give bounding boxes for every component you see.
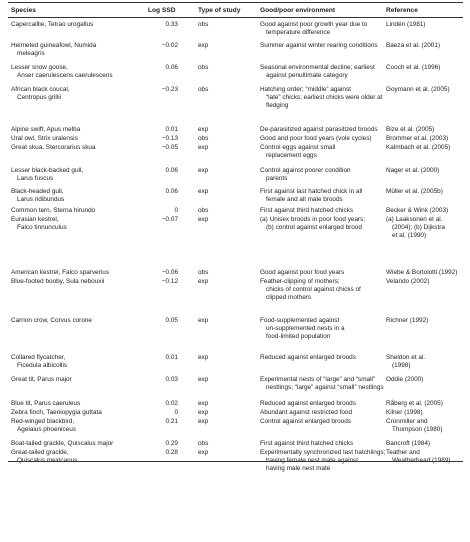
species-name: Eurasian kestrel, [11, 216, 59, 223]
reference-text: Kilner (1998) [386, 409, 423, 416]
log-ssd-value: 0.06 [165, 167, 178, 174]
environment-text: De-parasitized against parasitized broods [260, 126, 378, 133]
reference-text: Teather and [386, 449, 420, 456]
log-ssd-value: −0.13 [161, 135, 178, 142]
species-name: meleagris [17, 50, 45, 57]
study-type: exp [198, 167, 209, 174]
study-type: exp [198, 317, 209, 324]
study-type: exp [198, 409, 209, 416]
environment-text: Good against poor growth year due to [260, 21, 368, 28]
species-name: Ficedula albicollis [17, 362, 68, 369]
log-ssd-value: −0.05 [161, 144, 178, 151]
study-type: obs [198, 207, 209, 214]
species-name: Agelaius phoeniceus [17, 426, 76, 433]
reference-text: Wiebe & Bortolotti (1992) [386, 269, 458, 276]
study-type: obs [198, 86, 209, 93]
reference-text: Becker & Wink (2003) [386, 207, 449, 214]
species-name: Capercaillie, Tetrao urogallus [11, 21, 94, 28]
environment-text: Seasonal environmental decline; earliest [260, 64, 375, 71]
reference-text: (a) Laaksonen et al. [386, 216, 443, 223]
environment-text: Food-supplemented against [260, 317, 340, 324]
study-type: exp [198, 376, 209, 383]
header-species: Species [11, 7, 36, 14]
species-name: Red-winged blackbird, [11, 418, 75, 425]
study-type: obs [198, 21, 209, 28]
reference-text: Velando (2002) [386, 278, 430, 285]
log-ssd-value: 0.03 [165, 376, 178, 383]
log-ssd-value: −0.12 [161, 278, 178, 285]
species-name: Great tit, Parus major [11, 376, 72, 383]
reference-text: Bancroft (1984) [386, 440, 431, 447]
reference-text: Kalmbach et al. (2005) [386, 144, 451, 151]
species-name: Ural owl, Strix uralensis [11, 135, 78, 142]
species-name: Collared flycatcher, [11, 354, 66, 361]
environment-text: First against last hatched chick in all [260, 188, 363, 195]
header-environment: Good/poor environment [260, 7, 336, 14]
log-ssd-value: −0.07 [161, 216, 178, 223]
study-type: exp [198, 400, 209, 407]
reference-text: Baeza et al. (2001) [386, 42, 440, 49]
reference-text: Brommer et al. (2003) [386, 135, 449, 142]
log-ssd-value: 0.28 [165, 449, 178, 456]
log-ssd-value: 0.33 [165, 21, 178, 28]
reference-text: Oddie (2000) [386, 376, 424, 383]
species-name: African black coucal, [11, 86, 70, 93]
reference-text: Sheldon et al. [386, 354, 426, 361]
reference-text: Cronmiller and [386, 418, 428, 425]
environment-text: First against third hatched chicks [260, 440, 354, 447]
log-ssd-value: 0.06 [165, 64, 178, 71]
environment-text: Feather-clipping of mothers; [260, 278, 340, 285]
reference-text: et al. (1990) [392, 232, 427, 239]
environment-text: Experimentally synchronized last hatchlings; [260, 449, 386, 456]
reference-text: Goymann et al. (2005) [386, 86, 450, 93]
environment-text: food-limited population [266, 333, 331, 340]
species-name: Blue tit, Parus caeruleus [11, 400, 81, 407]
header-log-ssd: Log SSD [148, 7, 176, 14]
top-rule [8, 2, 463, 3]
environment-text: “late” chicks; earliest chicks were older at [266, 94, 383, 101]
reference-text: Richner (1992) [386, 317, 429, 324]
species-name: Great skua, Stercorarius skua [11, 144, 96, 151]
study-type: exp [198, 144, 209, 151]
environment-text: temperature difference [266, 29, 331, 36]
species-name: Carrion crow, Corvus corone [11, 317, 92, 324]
environment-text: Good and poor food years (vole cycles) [260, 135, 372, 142]
header-type-of-study: Type of study [198, 7, 241, 14]
environment-text: Control eggs against small [260, 144, 336, 151]
environment-text: clipped mothers [266, 294, 312, 301]
environment-text: Hatching order; “middle” against [260, 86, 351, 93]
environment-text: replacement eggs [266, 152, 317, 159]
reference-text: Nager et al. (2000) [386, 167, 440, 174]
environment-text: parents [266, 175, 288, 182]
log-ssd-value: −0.02 [161, 42, 178, 49]
header-rule [8, 17, 463, 18]
study-type: obs [198, 269, 209, 276]
environment-text: nestlings; “large” against “small” nestlings [266, 384, 384, 391]
log-ssd-value: 0.21 [165, 418, 178, 425]
header-reference: Reference [386, 7, 418, 14]
reference-text: (2004); (b) Dijkstra [392, 224, 445, 231]
log-ssd-value: 0.01 [165, 126, 178, 133]
environment-text: against penultimate category [266, 72, 348, 79]
bottom-rule [8, 461, 463, 462]
study-type: obs [198, 135, 209, 142]
log-ssd-value: 0.05 [165, 317, 178, 324]
species-name: Great-tailed grackle, [11, 449, 69, 456]
species-name: Falco tinnunculus [17, 224, 67, 231]
species-name: Centropus grillii [17, 94, 62, 101]
reference-text: Råberg et al. (2005) [386, 400, 443, 407]
study-type: exp [198, 278, 209, 285]
log-ssd-value: 0.01 [165, 354, 178, 361]
species-name: Helmeted guineafowl, Numida [11, 42, 97, 49]
species-name: Alpine swift, Apus melba [11, 126, 81, 133]
environment-text: Good against poor food years [260, 269, 345, 276]
environment-text: (b) control against enlarged brood [266, 224, 362, 231]
species-name: Blue-footed booby, Sula nebouxii [11, 278, 105, 285]
species-name: Black-headed gull, [11, 188, 64, 195]
reference-text: (1998) [392, 362, 411, 369]
environment-text: Reduced against enlarged broods [260, 354, 356, 361]
log-ssd-value: −0.06 [161, 269, 178, 276]
environment-text: Abundant against restricted food [260, 409, 353, 416]
study-type: exp [198, 354, 209, 361]
study-type: exp [198, 126, 209, 133]
log-ssd-value: 0.29 [165, 440, 178, 447]
reference-text: Thompson (1980) [392, 426, 443, 433]
log-ssd-value: 0 [174, 207, 178, 214]
species-name: Larus fuscus [17, 175, 54, 182]
reference-text: Lindén (1981) [386, 21, 426, 28]
environment-text: having male nest mate [266, 465, 331, 472]
species-name: Lesser black-backed gull, [11, 167, 84, 174]
study-type: exp [198, 418, 209, 425]
study-type: obs [198, 64, 209, 71]
environment-text: (a) Unisex broods in poor food years; [260, 216, 366, 223]
species-name: Anser caerulescens caerulescens [17, 72, 113, 79]
environment-text: female and all male broods [266, 196, 343, 203]
log-ssd-value: 0.06 [165, 188, 178, 195]
species-name: Boat-tailed grackle, Quiscalus major [11, 440, 114, 447]
environment-text: Summer against winter rearing conditions [260, 42, 378, 49]
species-name: American kestrel, Falco sparverius [11, 269, 110, 276]
study-type: exp [198, 216, 209, 223]
study-type: exp [198, 188, 209, 195]
environment-text: Control against enlarged broods [260, 418, 351, 425]
environment-text: Control against poorer condition [260, 167, 351, 174]
reference-text: Cooch et al. (1996) [386, 64, 441, 71]
environment-text: Reduced against enlarged broods [260, 400, 356, 407]
species-name: Zebra finch, Taeniopygia guttata [11, 409, 102, 416]
species-name: Common tern, Sterna hirundo [11, 207, 96, 214]
environment-text: Experimental nests of “large” and “small” [260, 376, 376, 383]
log-ssd-value: 0.02 [165, 400, 178, 407]
environment-text: chicks of control against chicks of [266, 286, 361, 293]
species-name: Larus ridibundus [17, 196, 65, 203]
species-name: Lesser snow goose, [11, 64, 68, 71]
log-ssd-value: 0 [174, 409, 178, 416]
environment-text: fledging [266, 102, 289, 109]
study-type: exp [198, 42, 209, 49]
environment-text: First against third hatched chicks [260, 207, 354, 214]
reference-text: Müller et al. (2005b) [386, 188, 443, 195]
study-type: exp [198, 449, 209, 456]
log-ssd-value: −0.23 [161, 86, 178, 93]
reference-text: Bize et al. (2005) [386, 126, 435, 133]
study-type: obs [198, 440, 209, 447]
environment-text: un-supplemented nests in a [266, 325, 345, 332]
